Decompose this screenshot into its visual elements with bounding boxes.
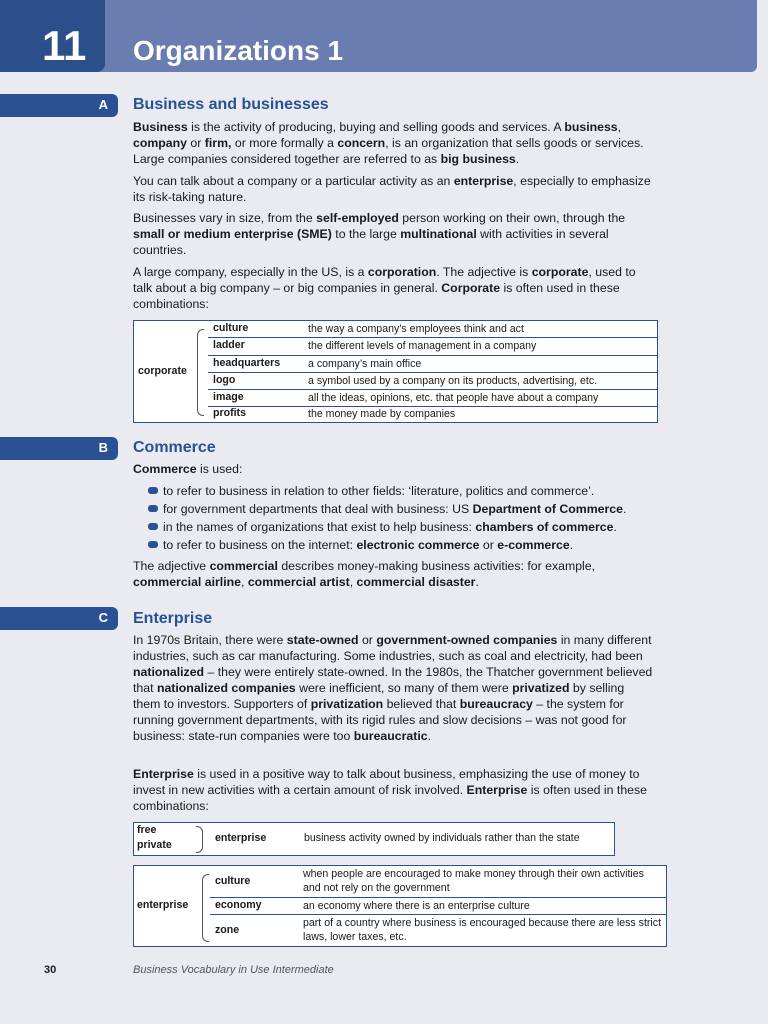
unit-number: 11 bbox=[42, 22, 87, 69]
row-definition: part of a country where business is encouraged because there are less strict laws, lower taxes, etc. bbox=[303, 917, 662, 943]
bullet-icon bbox=[148, 487, 158, 494]
row-definition: business activity owned by individuals rather than the state bbox=[304, 832, 580, 844]
section-tab-c bbox=[0, 607, 118, 630]
unit-header-band bbox=[0, 0, 757, 72]
paragraph: Business is the activity of producing, buying and selling goods and services. A business, company or firm, or more formally a concern, is an organization that sells goods or services. Large companies considered together are referred to as big business. bbox=[133, 120, 644, 166]
paragraph: The adjective commercial describes money-making business activities: for example, commercial airline, commercial artist, commercial disaster. bbox=[133, 559, 596, 589]
brace bbox=[196, 826, 203, 853]
table-stem: private bbox=[137, 839, 172, 851]
table-row bbox=[208, 390, 657, 407]
table-stem: free bbox=[137, 824, 157, 836]
paragraph: Businesses vary in size, from the self-employed person working on their own, through the small or medium enterprise (SME) to the large multinational with activities in several countries. bbox=[133, 211, 626, 257]
row-word: ladder bbox=[213, 339, 245, 351]
bullet-icon bbox=[148, 523, 158, 530]
section-title-a: Business and businesses bbox=[133, 96, 329, 113]
brace bbox=[202, 874, 209, 942]
paragraph: Enterprise is used in a positive way to talk about business, emphasizing the use of money to invest in new activities with a certain amount of risk involved. Enterprise is often used in these combinations: bbox=[133, 767, 647, 813]
unit-title: Organizations 1 bbox=[133, 35, 344, 66]
paragraph: You can talk about a company or a particular activity as an enterprise, especially to emphasize its risk-taking nature. bbox=[133, 174, 651, 204]
section-tab-b bbox=[0, 437, 118, 460]
page-number: 30 bbox=[44, 964, 57, 976]
row-definition: an economy where there is an enterprise culture bbox=[303, 900, 530, 912]
row-word: enterprise bbox=[215, 832, 267, 844]
paragraph: Commerce is used: bbox=[133, 462, 243, 476]
table-row bbox=[210, 915, 666, 946]
table-row bbox=[208, 338, 657, 356]
enterprise-table bbox=[133, 865, 667, 947]
table-row bbox=[210, 898, 666, 915]
row-word: logo bbox=[213, 374, 236, 386]
row-word: culture bbox=[213, 322, 249, 334]
table-row bbox=[208, 407, 657, 422]
row-definition: the money made by companies bbox=[308, 408, 456, 420]
row-word: profits bbox=[213, 407, 246, 419]
row-definition: a company’s main office bbox=[308, 358, 422, 370]
section-title-c: Enterprise bbox=[133, 610, 213, 627]
corporate-table bbox=[133, 320, 658, 423]
book-title: Business Vocabulary in Use Intermediate bbox=[133, 964, 334, 976]
row-definition: the way a company’s employees think and act bbox=[308, 323, 524, 335]
row-word: economy bbox=[215, 899, 262, 911]
brace bbox=[197, 329, 204, 416]
table-row bbox=[208, 373, 657, 390]
list-item: for government departments that deal with business: US Department of Commerce. bbox=[148, 501, 626, 517]
row-word: culture bbox=[215, 875, 251, 887]
list-item: in the names of organizations that exist to help business: chambers of commerce. bbox=[148, 519, 617, 535]
bullet-icon bbox=[148, 505, 158, 512]
table-stem: corporate bbox=[138, 365, 187, 377]
row-definition: the different levels of management in a company bbox=[308, 340, 537, 352]
row-word: headquarters bbox=[213, 357, 281, 369]
row-definition: a symbol used by a company on its products, advertising, etc. bbox=[308, 375, 598, 387]
row-definition: all the ideas, opinions, etc. that people have about a company bbox=[308, 392, 599, 404]
bullet-icon bbox=[148, 541, 158, 548]
table-row bbox=[208, 356, 657, 373]
list-item: to refer to business in relation to other fields: ‘literature, politics and commerce’. bbox=[148, 483, 594, 499]
paragraph: A large company, especially in the US, is a corporation. The adjective is corporate, used to talk about a big company – or big companies in general. Corporate is often used in these combinations: bbox=[133, 265, 636, 311]
row-word: image bbox=[213, 391, 244, 403]
section-title-b: Commerce bbox=[133, 439, 216, 456]
list-item: to refer to business on the internet: electronic commerce or e-commerce. bbox=[148, 537, 573, 553]
row-word: zone bbox=[215, 924, 240, 936]
row-definition: when people are encouraged to make money through their own activities and not rely on the government bbox=[303, 868, 644, 894]
table-row bbox=[210, 866, 666, 898]
unit-number-box bbox=[0, 0, 105, 72]
section-tab-a bbox=[0, 94, 118, 117]
section-letter: C bbox=[98, 610, 108, 625]
section-letter: B bbox=[98, 440, 108, 455]
table-stem: enterprise bbox=[137, 899, 189, 911]
paragraph: In 1970s Britain, there were state-owned or government-owned companies in many different industries, such as car manufacturing. Some industries, such as coal and electricity, had been nationalized – they were entirely state-owned. In the 1980s, the Thatcher government believed that nationalized companies were inefficient, so many of them were privatized by selling them to investors. Supporters of privatization believed that bureaucracy – the system for running government departments, with its rigid rules and slow decisions – was not good for business: state-run companies were too bureaucratic. bbox=[133, 633, 653, 743]
table-row bbox=[208, 321, 657, 338]
section-letter: A bbox=[98, 97, 108, 112]
free-enterprise-table bbox=[133, 822, 615, 856]
